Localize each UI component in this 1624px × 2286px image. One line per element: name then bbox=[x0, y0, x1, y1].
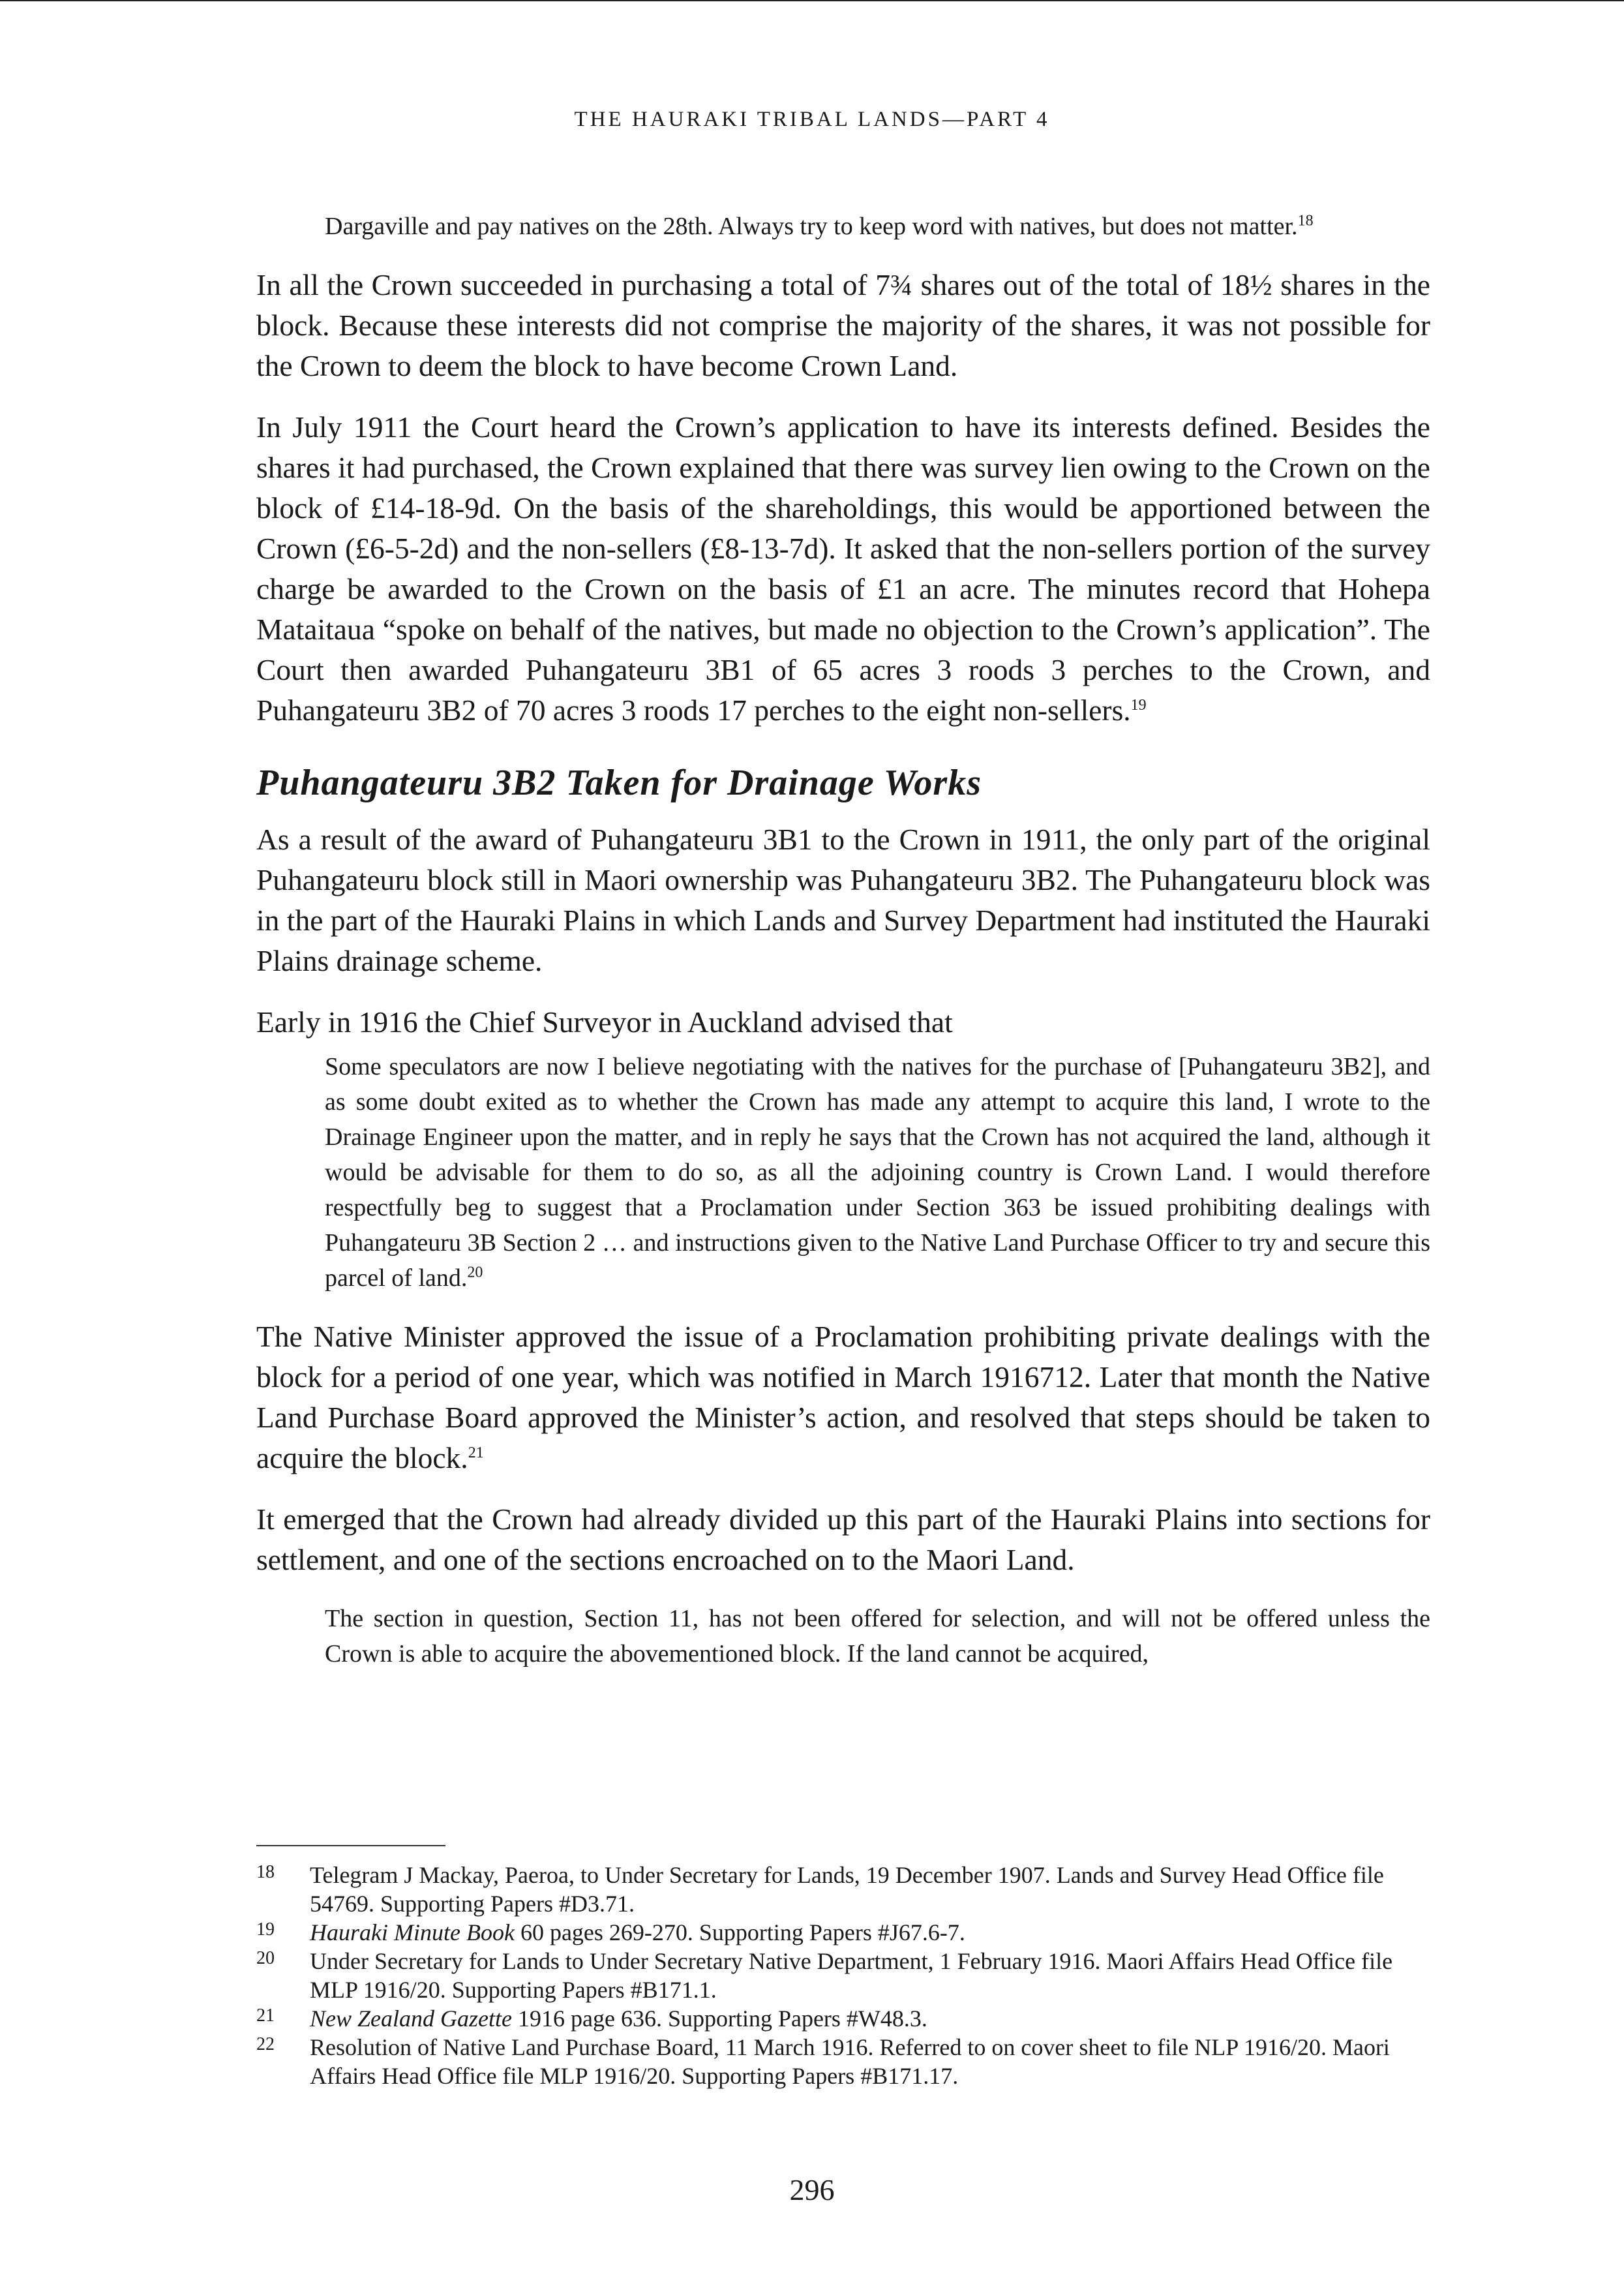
paragraph-text: In July 1911 the Court heard the Crown’s application to have its interests defined. Besides the shares it had purchased, the Crown explained that there was survey lien owing to the Crown on the block of £14-18-9d. On the basis of the shareholdings, this would be apportioned between the Crown (£6-5-2d) and the non-sellers (£8-13-7d). It asked that the non-sellers portion of the survey charge be awarded to the Crown on the basis of £1 an acre. The minutes record that Hohepa Mataitaua “spoke on behalf of the natives, but made no objection to the Crown’s application”. The Court then awarded Puhangateuru 3B1 of 65 acres 3 roods 3 perches to the Crown, and Puhangateuru 3B2 of 70 acres 3 roods 17 perches to the eight non-sellers. bbox=[256, 410, 1430, 727]
footnote-21 bbox=[256, 2004, 1430, 2033]
page-top-rule bbox=[0, 0, 1624, 1]
footnote-number: 20 bbox=[256, 1948, 275, 1968]
footnote-ref-18[interactable]: 18 bbox=[1297, 212, 1314, 230]
footnote-text: 60 pages 269-270. Supporting Papers #J67.6-7. bbox=[514, 1919, 965, 1945]
paragraph-chief-surveyor: Early in 1916 the Chief Surveyor in Auckland advised that bbox=[256, 1005, 953, 1039]
page-number: 296 bbox=[789, 2173, 835, 2206]
main-text bbox=[256, 209, 1430, 1692]
footnote-number: 19 bbox=[256, 1919, 275, 1940]
footnote-text: Resolution of Native Land Purchase Board, 11 March 1916. Referred to on cover sheet to file NLP 1916/20. Maori Affairs Head Office file MLP 1916/20. Supporting Papers #B171.17. bbox=[310, 2034, 1390, 2089]
footnote-number: 18 bbox=[256, 1862, 275, 1882]
paragraph-court-1911 bbox=[256, 407, 1430, 731]
footnote-text: Telegram J Mackay, Paeroa, to Under Secretary for Lands, 19 December 1907. Lands and Survey Head Office file 54769. Supporting Papers #D3.71. bbox=[310, 1862, 1384, 1917]
footnote-text: Under Secretary for Lands to Under Secretary Native Department, 1 February 1916. Maori Affairs Head Office file MLP 1916/20. Supporting Papers #B171.1. bbox=[310, 1948, 1393, 2003]
footnote-separator bbox=[256, 1845, 445, 1846]
paragraph-sections: It emerged that the Crown had already divided up this part of the Hauraki Plains into sections for settlement, and one of the sections encroached on to the Maori Land. bbox=[256, 1502, 1430, 1576]
block-quote-20 bbox=[325, 1049, 1430, 1296]
paragraph-proclamation bbox=[256, 1317, 1430, 1478]
quote-text: Dargaville and pay natives on the 28th. Always try to keep word with natives, but does not matter. bbox=[325, 213, 1298, 240]
footnote-19 bbox=[256, 1918, 1430, 1947]
footnotes bbox=[256, 1861, 1430, 2090]
footnote-text: 1916 page 636. Supporting Papers #W48.3. bbox=[511, 2005, 927, 2032]
paragraph-text: The Native Minister approved the issue of a Proclamation prohibiting private dealings with the block for a period of one year, which was notified in March 1916712. Later that month the Native Land Purchase Board approved the Minister’s action, and resolved that steps should be taken to acquire the block. bbox=[256, 1320, 1430, 1474]
footnote-ref-21[interactable]: 21 bbox=[468, 1444, 484, 1461]
block-quote-section-11: The section in question, Section 11, has not been offered for selection, and will not be offered unless the Crown is able to acquire the abovementioned block. If the land cannot be acquired, bbox=[325, 1605, 1430, 1668]
footnote-18 bbox=[256, 1861, 1430, 1918]
footnote-italic: New Zealand Gazette bbox=[310, 2005, 512, 2032]
running-head: THE HAURAKI TRIBAL LANDS—PART 4 bbox=[574, 108, 1050, 131]
footnote-number: 21 bbox=[256, 2005, 275, 2026]
paragraph-shares: In all the Crown succeeded in purchasing a total of 7¾ shares out of the total of 18½ shares in the block. Because these interests did not comprise the majority of the shares, it was not possible for the Crown to deem the block to have become Crown Land. bbox=[256, 268, 1430, 382]
footnote-ref-20[interactable]: 20 bbox=[467, 1264, 483, 1281]
footnote-italic: Hauraki Minute Book bbox=[310, 1919, 515, 1945]
paragraph-award: As a result of the award of Puhangateuru 3B1 to the Crown in 1911, the only part of the original Puhangateuru block still in Maori ownership was Puhangateuru 3B2. The Puhangateuru block was in the part of the Hauraki Plains in which Lands and Survey Department had instituted the Hauraki Plains drainage scheme. bbox=[256, 823, 1430, 977]
block-quote-18 bbox=[325, 209, 1430, 244]
section-heading: Puhangateuru 3B2 Taken for Drainage Works bbox=[256, 763, 982, 803]
footnote-ref-19[interactable]: 19 bbox=[1130, 696, 1147, 714]
quote-text: Some speculators are now I believe negotiating with the natives for the purchase of [Puhangateuru 3B2], and as some doubt exited as to whether the Crown has made any attempt to acquire this land, I wrote to the Drainage Engineer upon the matter, and in reply he says that the Crown has not acquired the land, although it would be advisable for them to do so, as all the adjoining country is Crown Land. I would therefore respectfully beg to suggest that a Proclamation under Section 363 be issued prohibiting dealings with Puhangateuru 3B Section 2 … and instructions given to the Native Land Purchase Officer to try and secure this parcel of land. bbox=[325, 1053, 1430, 1292]
footnote-22 bbox=[256, 2033, 1430, 2090]
footnote-number: 22 bbox=[256, 2034, 275, 2054]
footnote-20 bbox=[256, 1947, 1430, 2004]
